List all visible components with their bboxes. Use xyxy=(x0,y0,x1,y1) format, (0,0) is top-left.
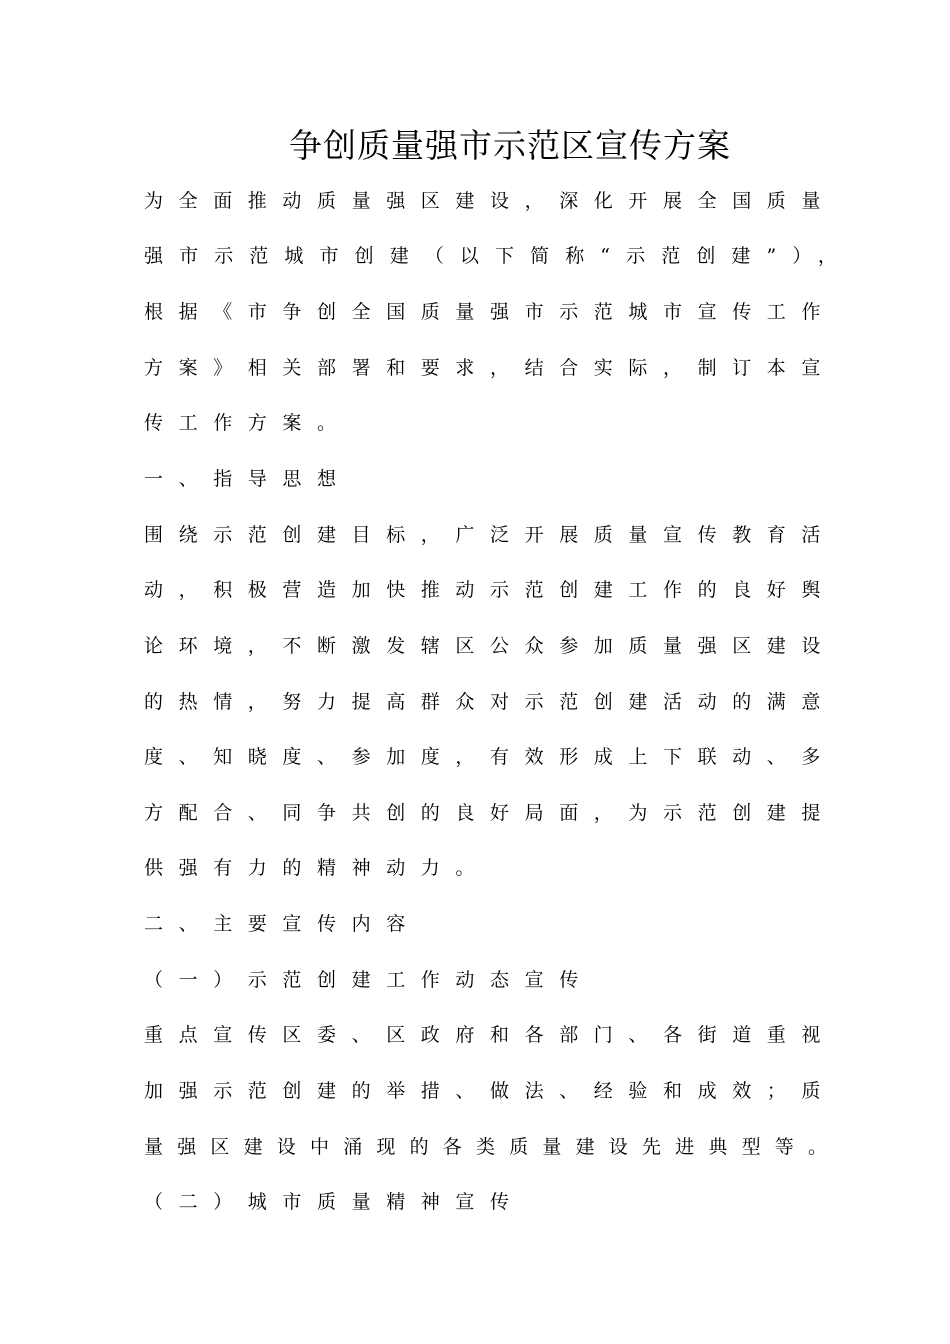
body-line: 重点宣传区委、区政府和各部门、各街道重视 xyxy=(144,1024,837,1046)
body-line: 量强区建设中涌现的各类质量建设先进典型等。 xyxy=(144,1136,842,1158)
section-heading: 二、主要宣传内容 xyxy=(144,913,421,935)
body-line: 论环境，不断激发辖区公众参加质量强区建设 xyxy=(144,635,837,657)
body-line: 加强示范创建的举措、做法、经验和成效；质 xyxy=(144,1080,837,1102)
body-line: 方案》相关部署和要求，结合实际，制订本宣 xyxy=(144,357,837,379)
body-line: 方配合、同争共创的良好局面，为示范创建提 xyxy=(144,802,837,824)
section-heading: 一、指导思想 xyxy=(144,468,352,490)
body-line: 根据《市争创全国质量强市示范城市宣传工作 xyxy=(144,301,837,323)
body-line: 传工作方案。 xyxy=(144,412,352,434)
body-line: 动，积极营造加快推动示范创建工作的良好舆 xyxy=(144,579,837,601)
body-line: 强市示范城市创建（以下简称“示范创建”）， xyxy=(144,245,854,267)
body-line: 度、知晓度、参加度，有效形成上下联动、多 xyxy=(144,746,837,768)
subsection-heading: （一）示范创建工作动态宣传 xyxy=(144,969,594,991)
body-line: 供强有力的精神动力。 xyxy=(144,857,491,879)
body-line: 的热情，努力提高群众对示范创建活动的满意 xyxy=(144,691,837,713)
body-line: 围绕示范创建目标，广泛开展质量宣传教育活 xyxy=(144,524,837,546)
subsection-heading: （二）城市质量精神宣传 xyxy=(144,1191,525,1213)
body-line: 为全面推动质量强区建设，深化开展全国质量 xyxy=(144,190,837,212)
document-title: 争创质量强市示范区宣传方案 xyxy=(289,126,731,165)
